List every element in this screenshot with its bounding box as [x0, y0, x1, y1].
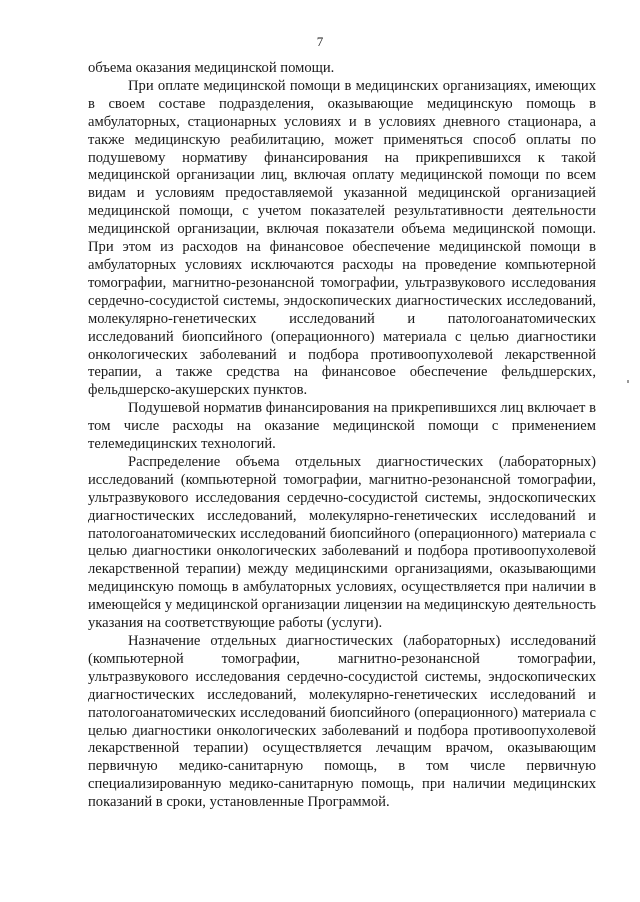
document-body [88, 60, 596, 812]
page-number: 7 [316, 34, 324, 49]
paragraph-continuation: объема оказания медицинской помощи. [88, 60, 335, 76]
paragraph-distribution: Распределение объема отдельных диагностических (лабораторных) исследований (компьютерной томографии, магнитно-резонансной томографии, ультразвукового исследования сердечно-сосудистой системы, эндоскопических диагностических исследований, молекулярно-генетических исследований и патологоанатомических исследований биопсийного (операционного) материала с целью диагностики онкологических заболеваний и подбора противоопухолевой лекарственной терапии) между медицинскими организациями, оказывающими медицинскую помощь в амбулаторных условиях, осуществляется при наличии в имеющейся у медицинской организации лицензии на медицинскую деятельность указания на соответствующие работы (услуги). [88, 453, 596, 632]
paragraph-prescription: Назначение отдельных диагностических (лабораторных) исследований (компьютерной томографии, магнитно-резонансной томографии, ультразвукового исследования сердечно-сосудистой системы, эндоскопических диагностических исследований, молекулярно-генетических исследований и патологоанатомических исследований биопсийного (операционного) материала с целью диагностики онкологических заболеваний и подбора противоопухолевой лекарственной терапии) осуществляется лечащим врачом, оказывающим первичную медико-санитарную помощь, в том числе первичную специализированную медико-санитарную помощь, при наличии медицинских показаний в сроки, установленные Программой. [88, 633, 596, 811]
paragraph-payment-method: При оплате медицинской помощи в медицинских организациях, имеющих в своем составе подразделения, оказывающие медицинскую помощь в амбулаторных, стационарных условиях и в условиях дневного стационара, а также медицинскую реабилитацию, может применяться способ оплаты по подушевому нормативу финансирования на прикрепившихся к такой медицинской организации лиц, включая оплату медицинской помощи по всем видам и условиям предоставляемой указанной медицинской организацией медицинской помощи, с учетом показателей результативности деятельности медицинской организации, включая показатели объема медицинской помощи. При этом из расходов на финансовое обеспечение медицинской помощи в амбулаторных условиях исключаются расходы на проведение компьютерной томографии, магнитно-резонансной томографии, ультразвукового исследования сердечно-сосудистой системы, эндоскопических диагностических исследований, молекулярно-генетических исследований и патологоанатомических исследований биопсийного (операционного) материала с целью диагностики онкологических заболеваний и подбора противоопухолевой лекарственной терапии, а также средства на финансовое обеспечение фельдшерских, фельдшерско-акушерских пунктов. [88, 77, 596, 399]
scan-speck [627, 380, 629, 383]
paragraph-per-capita-norm: Подушевой норматив финансирования на прикрепившихся лиц включает в том числе расходы на оказание медицинской помощи с применением телемедицинских технологий. [88, 400, 596, 453]
